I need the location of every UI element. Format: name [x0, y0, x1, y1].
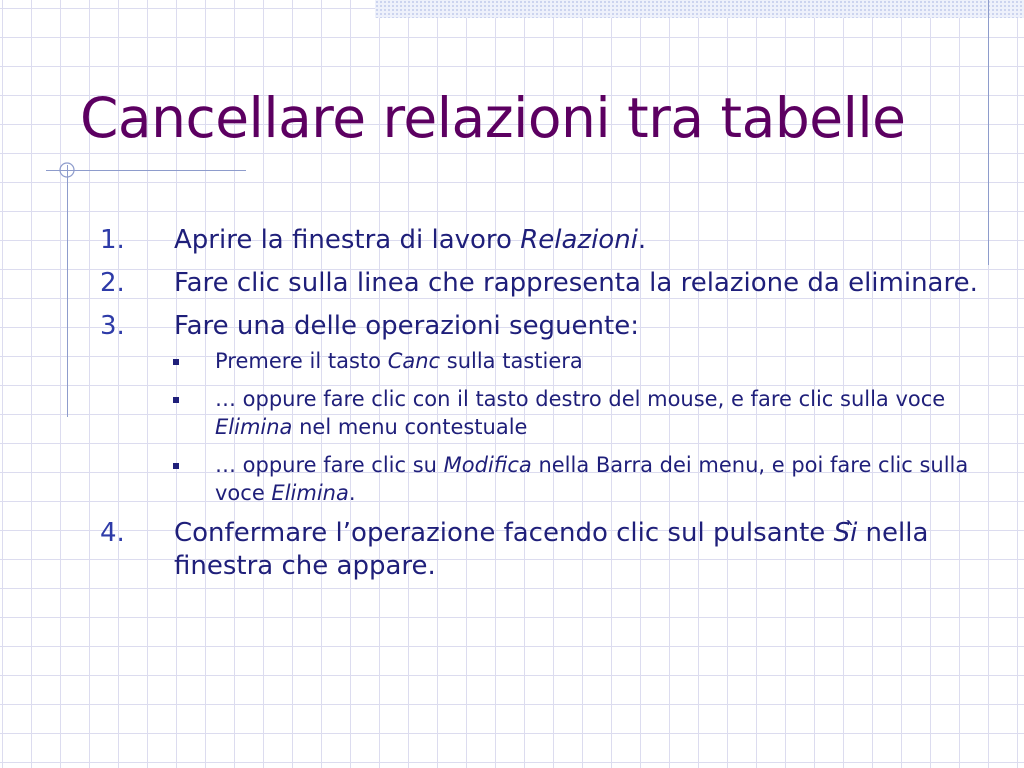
step-text: Aprire la finestra di lavoro Relazioni. — [174, 225, 647, 255]
step-text: Fare una delle operazioni seguente: — [174, 311, 639, 341]
option-item: … oppure fare clic su Modifica nella Barra dei menu, e poi fare clic sulla voce Elimina. — [116, 451, 980, 507]
step-number: 4. — [100, 518, 125, 548]
step-2 — [100, 267, 980, 300]
slide-title: Cancellare relazioni tra tabelle — [80, 86, 906, 150]
steps-list — [100, 224, 980, 593]
bullet-icon — [173, 397, 179, 403]
frame-line-left — [67, 165, 68, 417]
corner-pattern-band — [375, 0, 1024, 18]
step-text: Fare clic sulla linea che rappresenta la relazione da eliminare. — [174, 268, 978, 298]
option-item: Premere il tasto Canc sulla tastiera — [116, 347, 980, 375]
step-text: Confermare l’operazione facendo clic sul pulsante Sì nella finestra che appare. — [174, 518, 929, 581]
step-number: 3. — [100, 311, 125, 341]
crosshair-icon — [55, 158, 79, 182]
bullet-icon — [173, 359, 179, 365]
step-1 — [100, 224, 980, 257]
option-item: … oppure fare clic con il tasto destro del mouse, e fare clic sulla voce Elimina nel menu contestuale — [116, 385, 980, 441]
step-number: 2. — [100, 268, 125, 298]
step-number: 1. — [100, 225, 125, 255]
option-list — [174, 347, 980, 507]
step-3 — [100, 310, 980, 507]
bullet-icon — [173, 463, 179, 469]
step-4 — [100, 517, 980, 583]
frame-line-right — [988, 0, 989, 265]
